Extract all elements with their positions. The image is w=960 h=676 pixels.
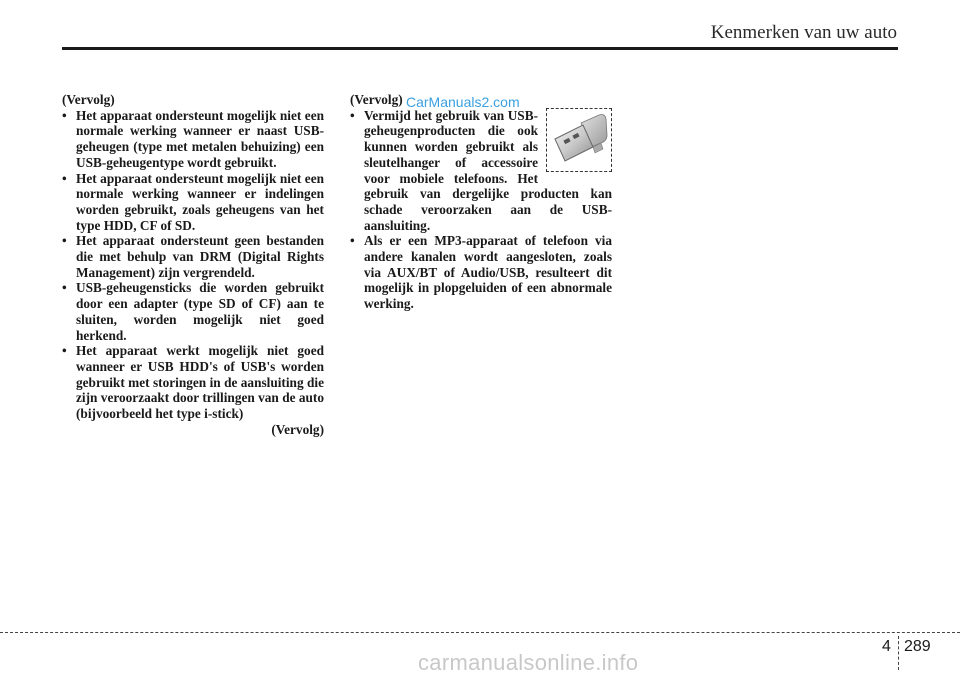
- bullet-dot-icon: •: [62, 233, 67, 249]
- right-column: [350, 92, 612, 312]
- left-column: [62, 92, 324, 437]
- left-bullet-1: • Het apparaat ondersteunt mogelijk niet een normale werking wanneer er naast USB-geheugen (type met metalen behuizing) een USB-geheugentype wordt gebruikt.: [62, 107, 324, 170]
- bullet-dot-icon: •: [62, 107, 67, 123]
- left-intro: (Vervolg): [62, 92, 115, 107]
- left-continued: (Vervolg): [271, 421, 324, 437]
- bullet-dot-icon: •: [62, 170, 67, 186]
- header-divider: [62, 47, 898, 50]
- bullet-dot-icon: •: [350, 107, 355, 123]
- carmanuals-watermark: CarManuals2.com: [406, 94, 520, 110]
- left-bullet-4: • USB-geheugensticks die worden gebruikt door een adapter (type SD of CF) aan te sluiten, worden mogelijk niet goed herkend.: [62, 280, 324, 343]
- bullet-dot-icon: •: [62, 280, 67, 296]
- left-bullet-5: • Het apparaat werkt mogelijk niet goed wanneer er USB HDD's of USB's worden gebruikt met storingen in de aansluiting die zijn veroorzaakt door trillingen van de auto (bijvoorbeeld het type i-stick): [62, 343, 324, 422]
- right-bullet-1: • Vermijd het gebruik van USB-geheugenproducten die ook kunnen worden gebruikt als sleutelhanger of accessoire voor mobiele telefoons. Het gebruik van dergelijke producten kan schade veroorzaken aan de USB-aansluiting.: [350, 107, 612, 233]
- right-bullet-2: • Als er een MP3-apparaat of telefoon via andere kanalen wordt aangesloten, zoals via AUX/BT of Audio/USB, resulteert dit mogelijk in plopgeluiden of een abnormale werking.: [350, 233, 612, 312]
- page-separator: [898, 636, 899, 670]
- left-bullet-3: • Het apparaat ondersteunt geen bestanden die met behulp van DRM (Digital Rights Management) zijn vergrendeld.: [62, 233, 324, 280]
- footer-divider: [0, 632, 960, 633]
- right-intro: (Vervolg): [350, 92, 403, 107]
- section-title: Kenmerken van uw auto: [710, 22, 897, 43]
- left-bullet-2: • Het apparaat ondersteunt mogelijk niet een normale werking wanneer er indelingen worden gebruikt, zoals geheugens van het type HDD, CF of SD.: [62, 170, 324, 233]
- carmanualsonline-watermark: carmanualsonline.info: [418, 650, 639, 675]
- bullet-dot-icon: •: [350, 233, 355, 249]
- page-number: 289: [904, 638, 931, 655]
- chapter-number: 4: [882, 638, 891, 655]
- bullet-dot-icon: •: [62, 343, 67, 359]
